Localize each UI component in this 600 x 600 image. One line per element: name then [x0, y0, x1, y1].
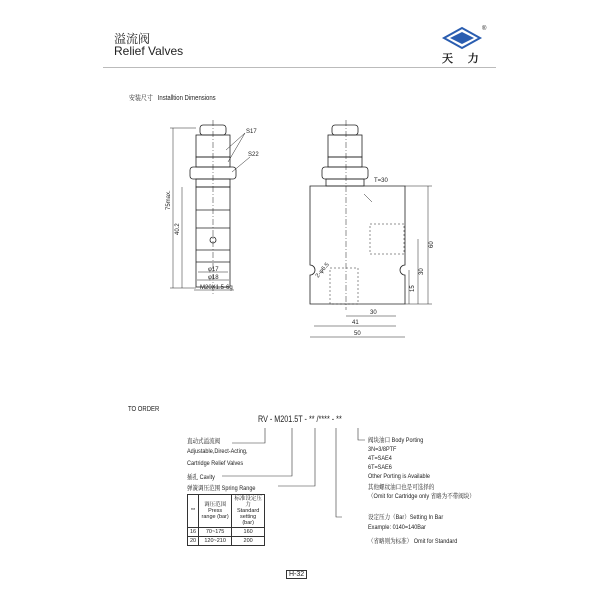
order-code: RV - M201.5T - ** /**** - ** [258, 414, 342, 424]
label-thread: M20X1.5-6g [200, 285, 233, 291]
svg-text:®: ® [482, 26, 487, 32]
table-row: 20 120~210 200 [188, 537, 265, 546]
label-h30: 30 [419, 268, 425, 275]
note-omit-cartridge: （Omit for Cartridge only 省略为不带阀块） [368, 493, 475, 500]
table-row: 16 70~175 160 [188, 528, 265, 537]
spring-range-table [187, 494, 265, 546]
note-other-porting: Other Porting is Available [368, 473, 430, 480]
table-header-row: ** 调压范围 Press range (bar) 标准设定压力 Standard setting (bar) [188, 495, 265, 528]
title-en: Relief Valves [114, 44, 184, 58]
label-holes: 2-φ6.5 [314, 261, 331, 280]
note-omit-standard: （省略则为标准） Omit for Standard [368, 538, 458, 545]
label-s22: S22 [248, 152, 259, 158]
note-spring-range: 弹簧调压范围 Spring Range [187, 485, 256, 492]
title-cn: 溢流阀 [114, 32, 151, 46]
note-setting: 设定压力（Bar）Setting In Bar [368, 514, 444, 521]
label-w41: 41 [352, 320, 359, 326]
note-other-porting-cn: 其他螺纹油口也是可选择的 [368, 484, 435, 491]
label-w50: 50 [354, 331, 361, 337]
logo-text: 天 力 [442, 53, 485, 65]
note-direct-acting-cn: 直动式溢流阀 [187, 438, 221, 445]
label-thickness: T=30 [374, 178, 388, 184]
note-body-porting: 阀块油口 Body Porting [368, 437, 424, 444]
dimensions-heading: 安装尺寸 Installtion Dimensions [129, 95, 216, 102]
order-title: TO ORDER [128, 406, 160, 413]
label-w30: 30 [370, 310, 377, 316]
label-40-2: 40.2 [175, 223, 181, 235]
note-6t: 6T=SAE6 [368, 464, 392, 471]
note-adjustable: Adjustable,Direct-Acting, [187, 448, 248, 455]
label-75max: 75max. [166, 190, 172, 210]
label-h15: 15 [410, 285, 416, 292]
label-d17: φ17 [208, 267, 219, 273]
label-h60: 60 [429, 241, 435, 248]
label-s17: S17 [246, 129, 257, 135]
label-d18: φ18 [208, 275, 219, 281]
page-number: H-32 [286, 570, 307, 579]
note-cavity: 插孔 Cavity [187, 474, 215, 481]
note-4t: 4T=SAE4 [368, 455, 392, 462]
note-cartridge: Cartridge Relief Valves [187, 460, 244, 467]
note-3n: 3N=3/8PTF [368, 446, 397, 453]
note-example: Example: 0140=140Bar [368, 524, 426, 531]
